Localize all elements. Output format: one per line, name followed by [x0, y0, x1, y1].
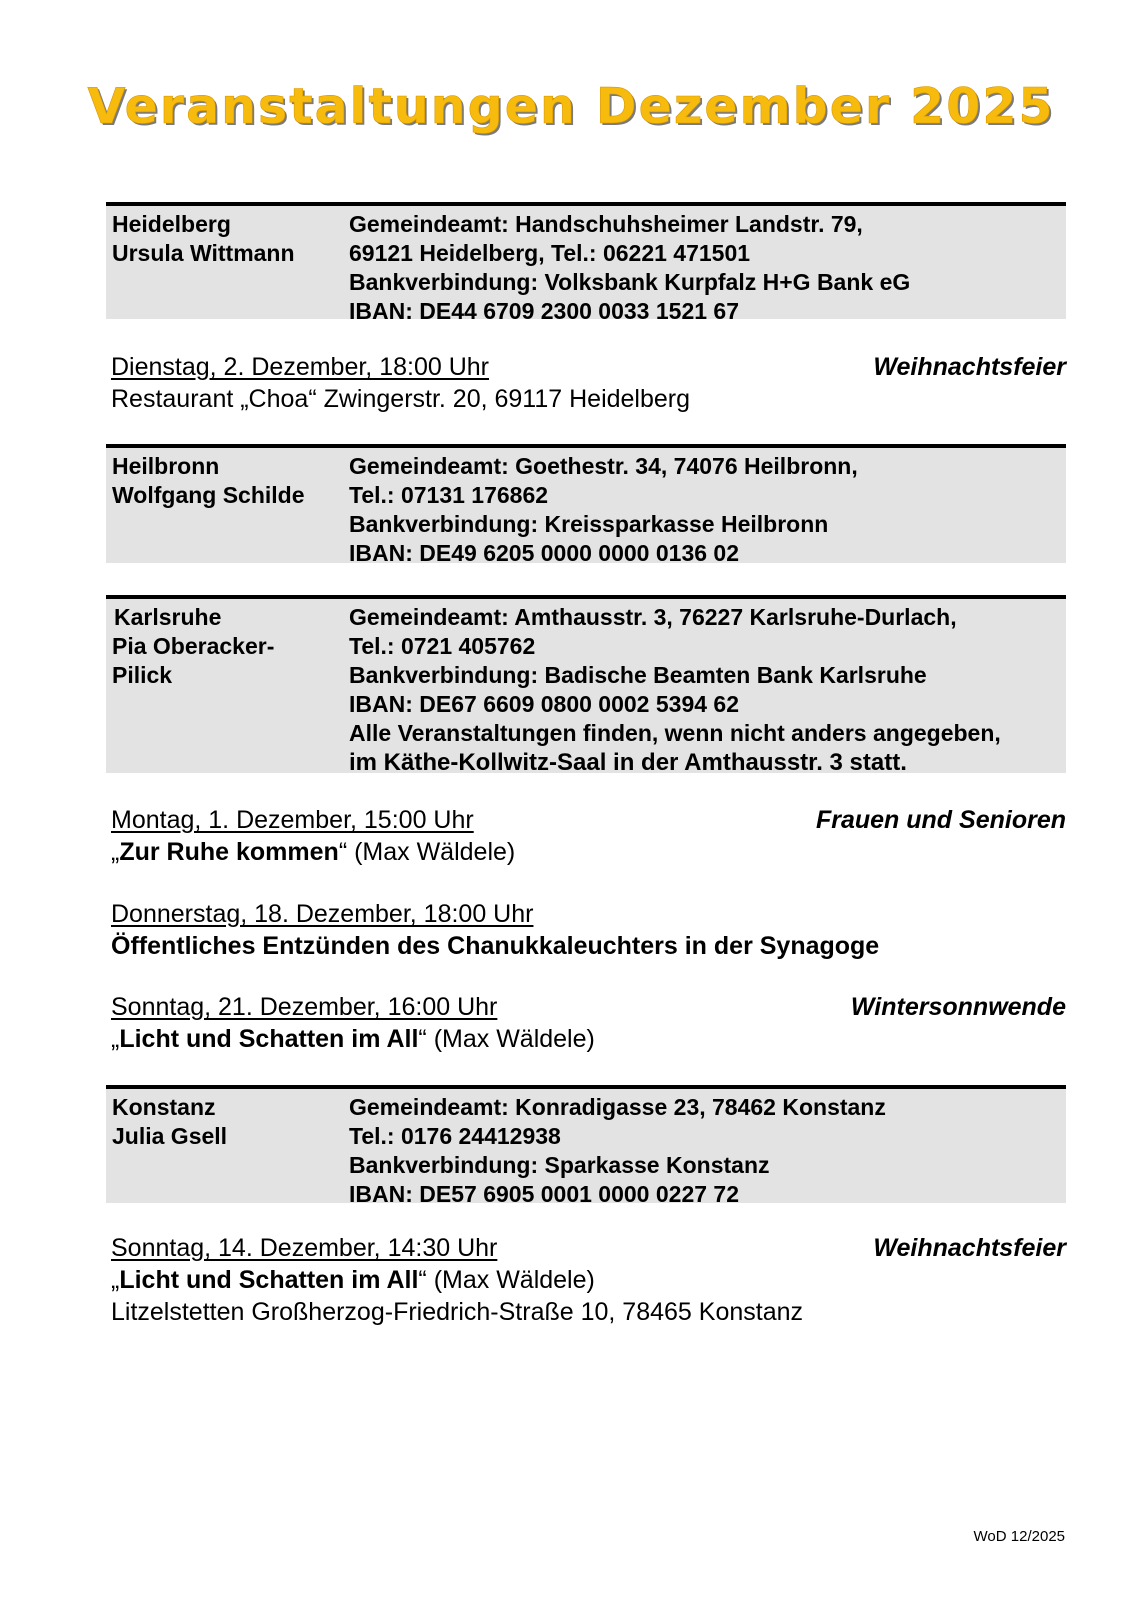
event-tag: Wintersonnwende	[850, 993, 1066, 1021]
event-title: Öffentliches Entzünden des Chanukkaleuchters in der Synagoge	[111, 932, 880, 960]
section-city-contact	[112, 1093, 342, 1151]
section-info	[349, 1093, 1061, 1209]
event-date: Sonntag, 21. Dezember, 16:00 Uhr	[111, 993, 498, 1021]
section-konstanz	[106, 1085, 1066, 1207]
city-name: Heidelberg	[112, 211, 231, 237]
section-karlsruhe	[106, 595, 1066, 776]
office-address: Gemeindeamt: Konradigasse 23, 78462 Konstanz	[349, 1094, 886, 1120]
event-description	[111, 836, 1066, 868]
event-description	[111, 1264, 1066, 1296]
venue-note-line1: Alle Veranstaltungen finden, wenn nicht anders angegeben,	[349, 720, 1001, 746]
event-tag: Frauen und Senioren	[815, 806, 1066, 834]
event-speaker: “ (Max Wäldele)	[338, 838, 516, 866]
city-name: Karlsruhe	[114, 604, 222, 630]
event-speaker: “ (Max Wäldele)	[418, 1025, 595, 1053]
event-date: Montag, 1. Dezember, 15:00 Uhr	[111, 806, 474, 834]
iban: IBAN: DE44 6709 2300 0033 1521 67	[349, 298, 740, 324]
event-karlsruhe-2	[111, 898, 1066, 962]
bank-name: Bankverbindung: Volksbank Kurpfalz H+G Bank eG	[349, 269, 911, 295]
city-name: Konstanz	[112, 1094, 216, 1120]
bank-name: Bankverbindung: Badische Beamten Bank Karlsruhe	[349, 662, 927, 688]
section-info	[349, 452, 1061, 568]
iban: IBAN: DE57 6905 0001 0000 0227 72	[349, 1181, 740, 1207]
page-title: Veranstaltungen Dezember 2025	[87, 78, 1055, 135]
section-info	[349, 603, 1061, 777]
event-date: Sonntag, 14. Dezember, 14:30 Uhr	[111, 1234, 498, 1262]
office-address: Gemeindeamt: Amthausstr. 3, 76227 Karlsruhe-Durlach,	[349, 604, 957, 630]
open-quote: „	[111, 1266, 120, 1294]
section-heidelberg	[106, 202, 1066, 324]
contact-name-line2: Pilick	[112, 662, 173, 688]
contact-name: Julia Gsell	[112, 1123, 228, 1149]
event-heidelberg-1	[111, 351, 1066, 415]
event-location: Litzelstetten Großherzog-Friedrich-Straße 10, 78465 Konstanz	[111, 1298, 804, 1326]
city-name: Heilbronn	[112, 453, 220, 479]
event-tag: Weihnachtsfeier	[873, 1234, 1066, 1262]
phone: Tel.: 07131 176862	[349, 482, 549, 508]
event-date: Donnerstag, 18. Dezember, 18:00 Uhr	[111, 900, 534, 928]
event-title: Zur Ruhe kommen	[119, 838, 339, 866]
event-speaker: “ (Max Wäldele)	[418, 1266, 595, 1294]
phone: Tel.: 0176 24412938	[349, 1123, 561, 1149]
iban: IBAN: DE49 6205 0000 0000 0136 02	[349, 540, 740, 566]
event-location: Restaurant „Choa“ Zwingerstr. 20, 69117 Heidelberg	[111, 385, 691, 413]
event-karlsruhe-3	[111, 991, 1066, 1055]
office-address: Gemeindeamt: Handschuhsheimer Landstr. 79,	[349, 211, 863, 237]
phone: Tel.: 0721 405762	[349, 633, 536, 659]
event-description	[111, 1023, 1066, 1055]
address-phone: 69121 Heidelberg, Tel.: 06221 471501	[349, 240, 751, 266]
section-heilbronn	[106, 444, 1066, 566]
contact-name: Ursula Wittmann	[112, 240, 295, 266]
open-quote: „	[111, 838, 120, 866]
event-title: Licht und Schatten im All	[119, 1266, 419, 1294]
contact-name-line1: Pia Oberacker-	[112, 633, 275, 659]
event-date: Dienstag, 2. Dezember, 18:00 Uhr	[111, 353, 489, 381]
office-address: Gemeindeamt: Goethestr. 34, 74076 Heilbronn,	[349, 453, 858, 479]
section-info	[349, 210, 1061, 326]
event-tag: Weihnachtsfeier	[873, 353, 1066, 381]
section-city-contact	[112, 210, 342, 268]
event-konstanz-1	[111, 1232, 1066, 1328]
venue-note-line2: im Käthe-Kollwitz-Saal in der Amthausstr. 3 statt.	[349, 749, 907, 776]
contact-name: Wolfgang Schilde	[112, 482, 305, 508]
event-karlsruhe-1	[111, 804, 1066, 868]
bank-name: Bankverbindung: Sparkasse Konstanz	[349, 1152, 770, 1178]
bank-name: Bankverbindung: Kreissparkasse Heilbronn	[349, 511, 829, 537]
iban: IBAN: DE67 6609 0800 0002 5394 62	[349, 691, 740, 717]
event-title: Licht und Schatten im All	[119, 1025, 419, 1053]
open-quote: „	[111, 1025, 120, 1053]
section-city-contact	[112, 452, 342, 510]
footer-code: WoD 12/2025	[973, 1528, 1065, 1545]
section-city-contact	[112, 603, 342, 690]
